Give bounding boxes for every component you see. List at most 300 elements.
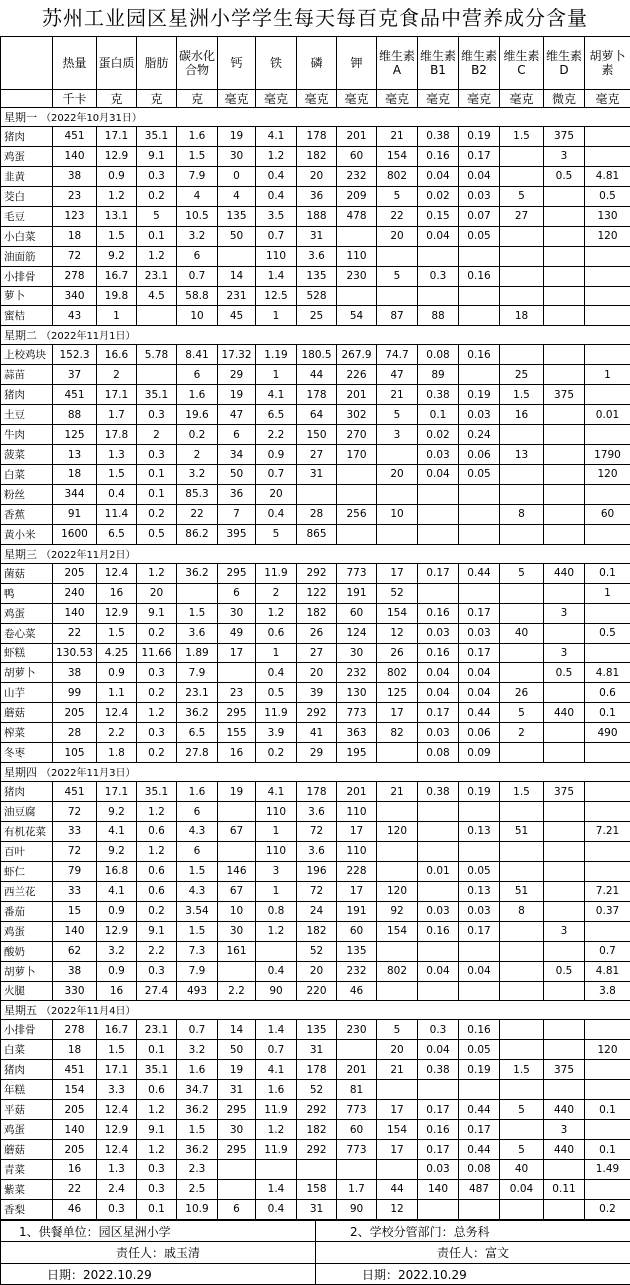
nutrient-value: 110 bbox=[256, 841, 297, 861]
nutrient-value: 110 bbox=[256, 246, 297, 266]
food-name: 白菜 bbox=[1, 465, 53, 485]
nutrient-value: 0.9 bbox=[97, 901, 137, 921]
nutrient-value: 6 bbox=[218, 583, 256, 603]
supplier-person: 责任人：戚玉清 bbox=[1, 1242, 316, 1264]
nutrient-value: 2 bbox=[500, 723, 544, 743]
nutrient-value: 1.5 bbox=[177, 603, 218, 623]
nutrient-value bbox=[544, 981, 585, 1001]
nutrient-value: 205 bbox=[53, 1140, 97, 1160]
nutrient-value bbox=[337, 1040, 377, 1060]
nutrient-value: 1 bbox=[256, 822, 297, 842]
food-name: 上校鸡块 bbox=[1, 345, 53, 365]
nutrient-value bbox=[377, 981, 418, 1001]
nutrient-value: 191 bbox=[337, 583, 377, 603]
nutrient-value bbox=[500, 643, 544, 663]
nutrient-value: 5 bbox=[500, 1100, 544, 1120]
nutrient-value: 5 bbox=[500, 563, 544, 583]
nutrient-value bbox=[585, 266, 630, 286]
nutrient-value: 4.1 bbox=[256, 1060, 297, 1080]
nutrient-value: 201 bbox=[337, 782, 377, 802]
nutrient-value bbox=[377, 524, 418, 544]
nutrient-value: 0.7 bbox=[177, 266, 218, 286]
nutrient-value: 375 bbox=[544, 782, 585, 802]
nutrient-value: 23 bbox=[53, 186, 97, 206]
nutrient-value: 11.4 bbox=[97, 504, 137, 524]
nutrient-value: 0.3 bbox=[137, 961, 177, 981]
food-name: 毛豆 bbox=[1, 206, 53, 226]
nutrient-value: 440 bbox=[544, 703, 585, 723]
column-unit: 毫克 bbox=[585, 90, 630, 108]
nutrient-value: 8 bbox=[500, 504, 544, 524]
nutrient-value: 0.03 bbox=[418, 445, 459, 465]
nutrient-value: 1.2 bbox=[256, 921, 297, 941]
nutrient-value: 230 bbox=[337, 266, 377, 286]
food-row bbox=[1, 1199, 630, 1219]
nutrient-value: 0.44 bbox=[459, 563, 500, 583]
nutrient-value bbox=[585, 603, 630, 623]
nutrient-value: 6 bbox=[177, 841, 218, 861]
nutrient-value: 0.04 bbox=[418, 961, 459, 981]
nutrient-value: 0.17 bbox=[459, 603, 500, 623]
nutrient-value: 2 bbox=[256, 583, 297, 603]
nutrient-value: 58.8 bbox=[177, 286, 218, 306]
day-label: 星期四 bbox=[4, 766, 37, 779]
nutrient-value: 0.1 bbox=[137, 465, 177, 485]
nutrient-value: 0.1 bbox=[137, 226, 177, 246]
nutrient-value: 25 bbox=[297, 306, 337, 326]
nutrient-value: 30 bbox=[218, 1120, 256, 1140]
nutrient-value: 0.17 bbox=[459, 921, 500, 941]
nutrient-value: 3.8 bbox=[585, 981, 630, 1001]
nutrient-value: 10.9 bbox=[177, 1199, 218, 1219]
nutrient-value: 0.6 bbox=[137, 881, 177, 901]
nutrient-value: 1.7 bbox=[337, 1179, 377, 1199]
food-row bbox=[1, 981, 630, 1001]
nutrient-value: 0.16 bbox=[418, 921, 459, 941]
food-row bbox=[1, 365, 630, 385]
nutrient-value: 11.9 bbox=[256, 703, 297, 723]
nutrient-value: 1.5 bbox=[500, 782, 544, 802]
nutrient-value: 7.9 bbox=[177, 961, 218, 981]
food-name: 萝卜 bbox=[1, 286, 53, 306]
nutrient-value: 50 bbox=[218, 465, 256, 485]
day-label: 星期三 bbox=[4, 548, 37, 561]
column-header: 维生素D bbox=[544, 37, 585, 90]
nutrient-value: 11.9 bbox=[256, 1100, 297, 1120]
day-row bbox=[1, 1001, 630, 1020]
nutrient-value: 4.1 bbox=[97, 881, 137, 901]
nutrient-value: 3.2 bbox=[177, 1040, 218, 1060]
nutrient-value: 1.3 bbox=[97, 445, 137, 465]
nutrient-value: 154 bbox=[377, 1120, 418, 1140]
nutrient-value: 125 bbox=[377, 683, 418, 703]
nutrient-value bbox=[500, 921, 544, 941]
nutrient-value bbox=[418, 981, 459, 1001]
nutrient-value: 0.17 bbox=[459, 146, 500, 166]
nutrient-value bbox=[544, 822, 585, 842]
food-row bbox=[1, 484, 630, 504]
nutrient-value: 4 bbox=[218, 186, 256, 206]
nutrient-value: 74.7 bbox=[377, 345, 418, 365]
nutrient-value: 0.7 bbox=[256, 465, 297, 485]
nutrient-value: 130 bbox=[585, 206, 630, 226]
food-row bbox=[1, 703, 630, 723]
nutrient-value: 12.4 bbox=[97, 1140, 137, 1160]
nutrient-value: 0.7 bbox=[177, 1020, 218, 1040]
nutrient-value: 232 bbox=[337, 166, 377, 186]
food-name: 冬枣 bbox=[1, 743, 53, 763]
nutrient-value bbox=[500, 146, 544, 166]
food-row bbox=[1, 881, 630, 901]
nutrient-value bbox=[585, 1020, 630, 1040]
nutrient-value bbox=[377, 1160, 418, 1180]
nutrient-value bbox=[544, 1020, 585, 1040]
food-name: 牛肉 bbox=[1, 425, 53, 445]
nutrient-value bbox=[459, 484, 500, 504]
nutrient-value bbox=[500, 166, 544, 186]
food-row bbox=[1, 1179, 630, 1199]
nutrient-value: 2 bbox=[137, 425, 177, 445]
food-name: 山芋 bbox=[1, 683, 53, 703]
column-unit: 克 bbox=[137, 90, 177, 108]
food-name: 韭黄 bbox=[1, 166, 53, 186]
nutrient-value bbox=[500, 663, 544, 683]
nutrient-value: 0.17 bbox=[459, 1120, 500, 1140]
nutrient-value: 5.78 bbox=[137, 345, 177, 365]
day-row bbox=[1, 763, 630, 782]
food-name: 白菜 bbox=[1, 1040, 53, 1060]
nutrient-value: 0.2 bbox=[137, 683, 177, 703]
day-row bbox=[1, 544, 630, 563]
nutrient-value: 232 bbox=[337, 961, 377, 981]
nutrient-value: 7.21 bbox=[585, 822, 630, 842]
nutrient-value: 9.1 bbox=[137, 921, 177, 941]
nutrient-value: 17 bbox=[377, 1140, 418, 1160]
nutrient-value: 0.16 bbox=[418, 1120, 459, 1140]
food-name: 小白菜 bbox=[1, 226, 53, 246]
nutrient-value: 1.5 bbox=[500, 1060, 544, 1080]
nutrient-value: 5 bbox=[137, 206, 177, 226]
food-name: 蜜桔 bbox=[1, 306, 53, 326]
nutrient-value: 0.19 bbox=[459, 782, 500, 802]
column-unit: 毫克 bbox=[256, 90, 297, 108]
food-row bbox=[1, 226, 630, 246]
nutrient-value: 0.5 bbox=[544, 663, 585, 683]
nutrient-value bbox=[544, 365, 585, 385]
nutrient-value: 13.1 bbox=[97, 206, 137, 226]
nutrient-value: 0.5 bbox=[137, 524, 177, 544]
nutrient-value: 0.16 bbox=[418, 643, 459, 663]
food-name: 香梨 bbox=[1, 1199, 53, 1219]
nutrient-value bbox=[544, 802, 585, 822]
nutrient-value: 363 bbox=[337, 723, 377, 743]
nutrient-value: 5 bbox=[377, 405, 418, 425]
food-row bbox=[1, 583, 630, 603]
nutrient-value: 20 bbox=[297, 961, 337, 981]
nutrient-value: 2.2 bbox=[218, 981, 256, 1001]
nutrient-value: 0.3 bbox=[137, 166, 177, 186]
nutrient-value: 50 bbox=[218, 226, 256, 246]
nutrient-value bbox=[377, 246, 418, 266]
column-header: 维生素B2 bbox=[459, 37, 500, 90]
nutrient-value: 14 bbox=[218, 266, 256, 286]
column-header: 碳水化合物 bbox=[177, 37, 218, 90]
nutrient-value bbox=[418, 504, 459, 524]
nutrient-value: 35.1 bbox=[137, 127, 177, 147]
food-row bbox=[1, 1040, 630, 1060]
nutrient-value: 18 bbox=[53, 465, 97, 485]
nutrient-value: 0.24 bbox=[459, 425, 500, 445]
nutrient-value: 1600 bbox=[53, 524, 97, 544]
food-name: 猪肉 bbox=[1, 1060, 53, 1080]
nutrient-value: 0.6 bbox=[137, 822, 177, 842]
food-name: 黄小米 bbox=[1, 524, 53, 544]
nutrient-value: 31 bbox=[297, 465, 337, 485]
nutrient-value: 43 bbox=[53, 306, 97, 326]
school-person: 责任人：富文 bbox=[316, 1242, 630, 1264]
food-name: 蒜苗 bbox=[1, 365, 53, 385]
food-row bbox=[1, 782, 630, 802]
nutrient-value: 6.5 bbox=[177, 723, 218, 743]
nutrient-value: 220 bbox=[297, 981, 337, 1001]
column-header: 胡萝卜素 bbox=[585, 37, 630, 90]
nutrient-value: 0.3 bbox=[137, 723, 177, 743]
nutrient-value: 2 bbox=[97, 365, 137, 385]
nutrient-value: 1.2 bbox=[137, 246, 177, 266]
nutrient-value: 2.5 bbox=[177, 1179, 218, 1199]
nutrient-value: 146 bbox=[218, 861, 256, 881]
nutrient-value: 0.1 bbox=[418, 405, 459, 425]
nutrient-value: 178 bbox=[297, 782, 337, 802]
nutrient-value: 0.04 bbox=[459, 683, 500, 703]
nutrient-value: 209 bbox=[337, 186, 377, 206]
nutrient-value: 195 bbox=[337, 743, 377, 763]
food-row bbox=[1, 901, 630, 921]
food-row bbox=[1, 1060, 630, 1080]
nutrient-value: 6 bbox=[177, 365, 218, 385]
nutrient-value: 81 bbox=[337, 1080, 377, 1100]
day-date: （2022年10月31日） bbox=[41, 113, 142, 124]
nutrient-value: 0.01 bbox=[418, 861, 459, 881]
food-row bbox=[1, 405, 630, 425]
food-name: 蘑菇 bbox=[1, 703, 53, 723]
nutrient-value bbox=[500, 226, 544, 246]
nutrient-value: 46 bbox=[53, 1199, 97, 1219]
nutrient-value: 773 bbox=[337, 563, 377, 583]
nutrient-value: 1 bbox=[585, 365, 630, 385]
nutrient-value: 773 bbox=[337, 1140, 377, 1160]
nutrient-value bbox=[500, 583, 544, 603]
nutrient-value: 161 bbox=[218, 941, 256, 961]
nutrient-value: 5 bbox=[256, 524, 297, 544]
nutrient-value: 5 bbox=[377, 186, 418, 206]
nutrient-value bbox=[544, 941, 585, 961]
nutrient-value bbox=[218, 663, 256, 683]
column-unit: 毫克 bbox=[418, 90, 459, 108]
nutrient-value: 67 bbox=[218, 881, 256, 901]
nutrient-value: 451 bbox=[53, 127, 97, 147]
nutrient-value bbox=[459, 1199, 500, 1219]
food-row bbox=[1, 1160, 630, 1180]
nutrient-value: 72 bbox=[53, 841, 97, 861]
nutrient-value: 1.5 bbox=[177, 1120, 218, 1140]
food-row bbox=[1, 623, 630, 643]
nutrient-value bbox=[585, 1060, 630, 1080]
nutrient-value: 340 bbox=[53, 286, 97, 306]
nutrient-value: 12 bbox=[377, 1199, 418, 1219]
nutrient-value: 20 bbox=[297, 166, 337, 186]
column-header: 维生素A bbox=[377, 37, 418, 90]
food-name: 胡萝卜 bbox=[1, 961, 53, 981]
food-name: 小排骨 bbox=[1, 1020, 53, 1040]
nutrient-value: 10 bbox=[377, 504, 418, 524]
food-row bbox=[1, 563, 630, 583]
nutrient-value bbox=[544, 841, 585, 861]
nutrient-value: 16.6 bbox=[97, 345, 137, 365]
nutrient-value bbox=[544, 206, 585, 226]
nutrient-value bbox=[585, 861, 630, 881]
nutrient-value: 27 bbox=[500, 206, 544, 226]
nutrient-value: 4.3 bbox=[177, 881, 218, 901]
nutrient-value: 0.05 bbox=[459, 861, 500, 881]
day-date: （2022年11月1日） bbox=[41, 331, 136, 342]
nutrient-value: 865 bbox=[297, 524, 337, 544]
nutrient-value bbox=[544, 186, 585, 206]
nutrient-value: 28 bbox=[297, 504, 337, 524]
nutrient-value: 0.03 bbox=[459, 623, 500, 643]
nutrient-value: 0.05 bbox=[459, 465, 500, 485]
nutrient-value bbox=[544, 583, 585, 603]
nutrient-value: 0.17 bbox=[459, 643, 500, 663]
nutrient-value bbox=[418, 941, 459, 961]
nutrient-value: 52 bbox=[297, 1080, 337, 1100]
nutrient-value: 3.6 bbox=[297, 246, 337, 266]
nutrient-value: 0.5 bbox=[544, 961, 585, 981]
food-row bbox=[1, 425, 630, 445]
nutrient-value: 110 bbox=[256, 802, 297, 822]
food-name: 青菜 bbox=[1, 1160, 53, 1180]
nutrient-value: 154 bbox=[377, 146, 418, 166]
nutrient-value: 0.1 bbox=[137, 1199, 177, 1219]
nutrient-value: 0.5 bbox=[585, 186, 630, 206]
nutrient-value: 1.5 bbox=[177, 861, 218, 881]
nutrient-value: 0.6 bbox=[256, 623, 297, 643]
nutrient-value: 120 bbox=[377, 822, 418, 842]
nutrient-value: 240 bbox=[53, 583, 97, 603]
nutrient-value: 0.16 bbox=[418, 603, 459, 623]
food-name: 西兰花 bbox=[1, 881, 53, 901]
nutrient-value bbox=[500, 286, 544, 306]
nutrient-value: 0.06 bbox=[459, 723, 500, 743]
nutrient-value bbox=[500, 841, 544, 861]
nutrient-value: 1.2 bbox=[137, 563, 177, 583]
nutrient-value: 52 bbox=[377, 583, 418, 603]
nutrient-value: 1 bbox=[256, 365, 297, 385]
nutrient-value: 10 bbox=[218, 901, 256, 921]
nutrient-value bbox=[585, 802, 630, 822]
nutrient-value: 1 bbox=[256, 306, 297, 326]
nutrient-value: 3.3 bbox=[97, 1080, 137, 1100]
nutrient-value: 89 bbox=[418, 365, 459, 385]
footer-table bbox=[0, 1220, 630, 1285]
nutrient-value bbox=[544, 226, 585, 246]
nutrient-value: 16 bbox=[97, 583, 137, 603]
nutrient-value: 5 bbox=[500, 703, 544, 723]
nutrient-value: 82 bbox=[377, 723, 418, 743]
food-row bbox=[1, 166, 630, 186]
nutrient-value: 0.9 bbox=[97, 961, 137, 981]
column-unit: 克 bbox=[97, 90, 137, 108]
nutrient-value: 20 bbox=[377, 1040, 418, 1060]
nutrient-value: 99 bbox=[53, 683, 97, 703]
nutrient-value: 0.3 bbox=[137, 405, 177, 425]
nutrient-value: 0.3 bbox=[137, 445, 177, 465]
food-name: 榨菜 bbox=[1, 723, 53, 743]
nutrient-value: 0.04 bbox=[459, 166, 500, 186]
nutrient-value: 0.02 bbox=[418, 186, 459, 206]
nutrient-value bbox=[418, 1199, 459, 1219]
nutrient-value: 0.4 bbox=[256, 1199, 297, 1219]
nutrient-value: 2 bbox=[177, 445, 218, 465]
nutrient-value: 0.2 bbox=[585, 1199, 630, 1219]
day-header bbox=[1, 108, 630, 127]
nutrient-value bbox=[585, 484, 630, 504]
nutrient-value: 35.1 bbox=[137, 782, 177, 802]
nutrient-value: 278 bbox=[53, 266, 97, 286]
nutrient-value: 140 bbox=[53, 603, 97, 623]
nutrient-value: 178 bbox=[297, 1060, 337, 1080]
nutrient-value: 17.1 bbox=[97, 385, 137, 405]
nutrient-value: 0.1 bbox=[137, 484, 177, 504]
food-row bbox=[1, 345, 630, 365]
nutrient-value: 1.6 bbox=[177, 127, 218, 147]
nutrient-value bbox=[177, 583, 218, 603]
nutrient-value bbox=[544, 901, 585, 921]
nutrient-value: 4.5 bbox=[137, 286, 177, 306]
food-row bbox=[1, 286, 630, 306]
nutrient-value: 0.2 bbox=[256, 743, 297, 763]
nutrient-value: 3 bbox=[256, 861, 297, 881]
nutrient-value bbox=[544, 345, 585, 365]
nutrient-value: 21 bbox=[377, 127, 418, 147]
nutrient-value: 0.37 bbox=[585, 901, 630, 921]
food-name: 鸭 bbox=[1, 583, 53, 603]
nutrient-value bbox=[418, 246, 459, 266]
nutrient-value: 0.6 bbox=[137, 1080, 177, 1100]
nutrient-value: 292 bbox=[297, 703, 337, 723]
nutrient-value: 1.2 bbox=[137, 1100, 177, 1120]
nutrient-value: 0 bbox=[218, 166, 256, 186]
nutrient-value: 17.8 bbox=[97, 425, 137, 445]
nutrient-value: 0.4 bbox=[256, 166, 297, 186]
nutrient-value bbox=[459, 306, 500, 326]
food-row bbox=[1, 802, 630, 822]
nutrient-value: 12.4 bbox=[97, 703, 137, 723]
nutrient-value: 35.1 bbox=[137, 1060, 177, 1080]
column-unit: 毫克 bbox=[377, 90, 418, 108]
food-name: 鸡蛋 bbox=[1, 921, 53, 941]
nutrient-value: 120 bbox=[585, 465, 630, 485]
nutrient-value: 19.8 bbox=[97, 286, 137, 306]
nutrient-value: 1.2 bbox=[137, 1140, 177, 1160]
nutrient-value: 7.3 bbox=[177, 941, 218, 961]
food-row bbox=[1, 663, 630, 683]
nutrient-value: 0.2 bbox=[177, 425, 218, 445]
nutrient-value: 440 bbox=[544, 563, 585, 583]
nutrient-value bbox=[377, 743, 418, 763]
food-name: 蘑菇 bbox=[1, 1140, 53, 1160]
nutrient-value: 0.44 bbox=[459, 703, 500, 723]
